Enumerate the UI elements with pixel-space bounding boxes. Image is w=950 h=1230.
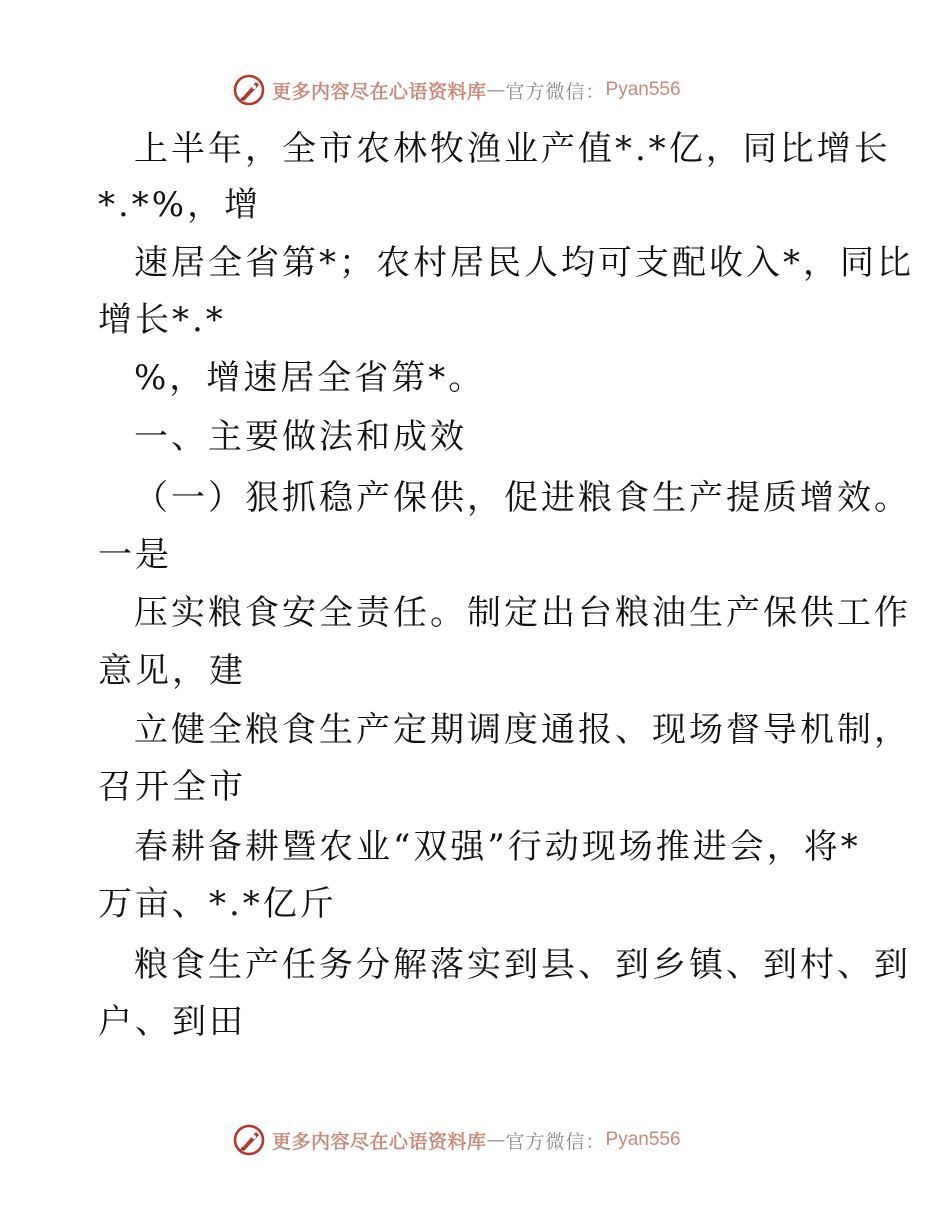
paragraph-line: 上半年，全市农林牧渔业产值*.*亿，同比增长 — [134, 129, 891, 169]
paragraph-line: 增长*.* — [98, 300, 226, 340]
watermark-footer — [232, 1122, 681, 1158]
paragraph-line: 春耕备耕暨农业“双强”行动现场推进会，将* — [134, 827, 861, 867]
paragraph-line: 意见，建 — [98, 651, 246, 691]
watermark-brand: 更多内容尽在心语资料库 — [272, 1130, 487, 1153]
paragraph-line: *.*%，增 — [98, 185, 262, 225]
paragraph-line: 立健全粮食生产定期调度通报、现场督导机制， — [134, 710, 911, 750]
paragraph-line: 速居全省第*；农村居民人均可支配收入*，同比 — [134, 243, 914, 283]
paragraph-line: 召开全市 — [98, 767, 246, 807]
watermark-dash: — — [486, 1129, 506, 1151]
watermark-dash: — — [486, 79, 506, 101]
paragraph-line: 万亩、*.*亿斤 — [98, 884, 337, 924]
section-heading: 一、主要做法和成效 — [134, 417, 467, 457]
paragraph-line: 粮食生产任务分解落实到县、到乡镇、到村、到 — [134, 945, 911, 985]
quill-pen-logo-icon — [232, 1123, 266, 1157]
paragraph-line: 压实粮食安全责任。制定出台粮油生产保供工作 — [134, 593, 911, 633]
watermark-label: 官方微信： — [505, 80, 606, 103]
watermark-label: 官方微信： — [505, 1130, 606, 1153]
paragraph-line: 户、到田 — [98, 1002, 246, 1042]
watermark-id: Pyan556 — [605, 1129, 681, 1150]
paragraph-line: %，增速居全省第*。 — [134, 358, 486, 398]
watermark-id: Pyan556 — [605, 79, 681, 100]
subsection-heading: （一）狠抓稳产保供，促进粮食生产提质增效。 — [134, 478, 911, 518]
paragraph-line: 一是 — [98, 535, 172, 575]
watermark-brand: 更多内容尽在心语资料库 — [272, 80, 487, 103]
